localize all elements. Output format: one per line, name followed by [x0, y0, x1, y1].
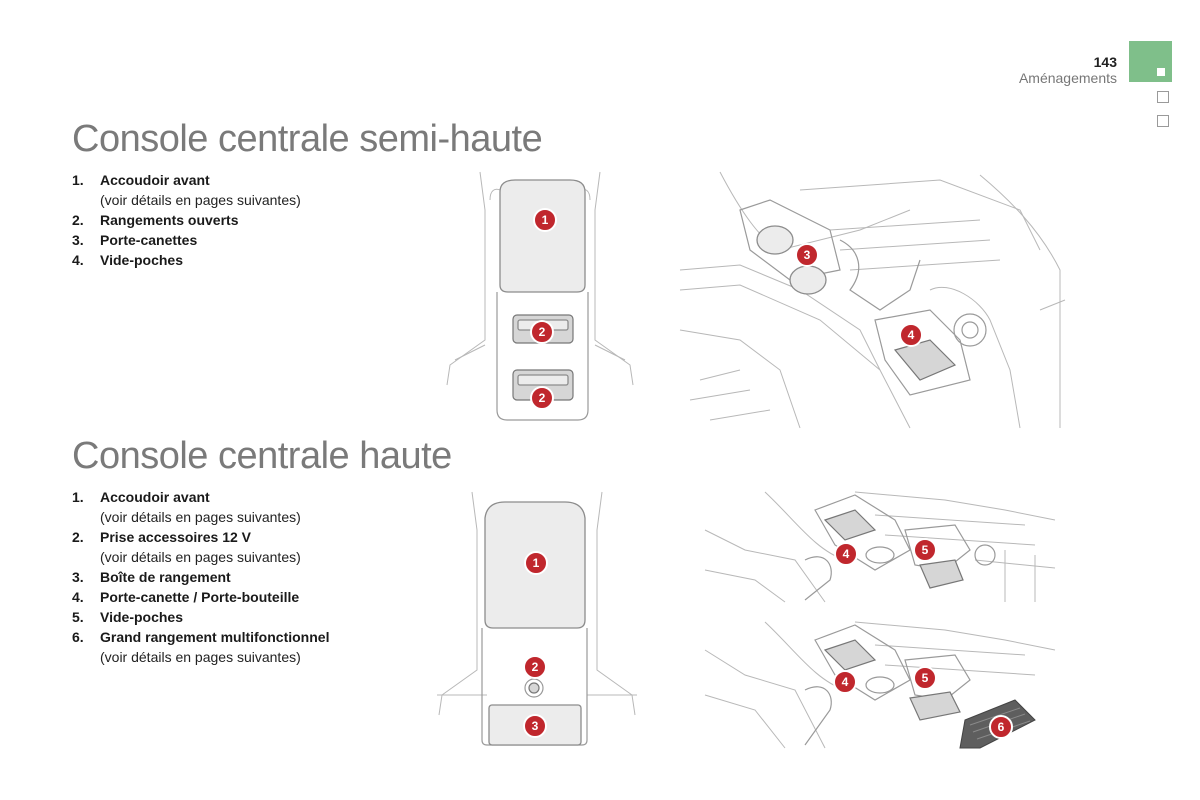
list-item — [72, 170, 301, 210]
svg-text:3: 3 — [531, 719, 539, 733]
item-note: (voir détails en pages suivantes) — [100, 549, 301, 565]
item-note: (voir détails en pages suivantes) — [100, 649, 301, 665]
item-label: Accoudoir avant — [100, 489, 210, 505]
svg-text:3: 3 — [803, 248, 811, 262]
item-number: 5. — [72, 609, 84, 625]
callout-5 — [914, 539, 936, 561]
illustration-console-haute-perspective-1 — [705, 490, 1060, 605]
item-number: 6. — [72, 629, 84, 645]
list-item — [72, 627, 329, 667]
list-item — [72, 210, 301, 230]
svg-text:4: 4 — [842, 547, 850, 561]
svg-text:5: 5 — [921, 543, 929, 557]
item-number: 4. — [72, 589, 84, 605]
item-label: Vide-poches — [100, 609, 183, 625]
item-number: 1. — [72, 489, 84, 505]
list-item — [72, 587, 329, 607]
callout-3 — [524, 715, 546, 737]
svg-text:2: 2 — [538, 325, 546, 339]
item-number: 2. — [72, 529, 84, 545]
item-label: Grand rangement multifonctionnel — [100, 629, 330, 645]
illustration-console-haute-perspective-2 — [705, 620, 1060, 750]
item-label: Prise accessoires 12 V — [100, 529, 252, 545]
svg-text:1: 1 — [532, 556, 540, 570]
illustration-console-semi-haute-perspective — [680, 170, 1065, 430]
item-label: Porte-canette / Porte-bouteille — [100, 589, 300, 605]
item-number: 4. — [72, 252, 84, 268]
svg-text:6: 6 — [997, 720, 1005, 734]
illustration-console-haute-top — [437, 490, 637, 750]
list-item — [72, 527, 329, 567]
svg-text:4: 4 — [907, 328, 915, 342]
list-item — [72, 487, 329, 527]
callout-2 — [531, 321, 553, 343]
callout-3 — [796, 244, 818, 266]
callout-2 — [531, 387, 553, 409]
item-note: (voir détails en pages suivantes) — [100, 192, 301, 208]
svg-text:2: 2 — [531, 660, 539, 674]
svg-text:2: 2 — [538, 391, 546, 405]
callout-4 — [900, 324, 922, 346]
svg-text:4: 4 — [841, 675, 849, 689]
callout-5 — [914, 667, 936, 689]
callout-6 — [990, 716, 1012, 738]
item-list-semi-haute — [72, 170, 301, 270]
section-title-haute: Console centrale haute — [72, 435, 452, 477]
item-number: 3. — [72, 569, 84, 585]
chapter-tab-active — [1129, 41, 1172, 82]
item-note: (voir détails en pages suivantes) — [100, 509, 301, 525]
item-label: Rangements ouverts — [100, 212, 239, 228]
item-list-haute — [72, 487, 329, 667]
list-item — [72, 230, 301, 250]
page-number: 143 — [1093, 54, 1117, 70]
callout-1 — [534, 209, 556, 231]
item-label: Accoudoir avant — [100, 172, 210, 188]
chapter-label: Aménagements — [1018, 70, 1117, 86]
svg-text:1: 1 — [541, 213, 549, 227]
chapter-tab-marker — [1157, 68, 1165, 76]
callout-4 — [834, 671, 856, 693]
item-label: Porte-canettes — [100, 232, 198, 248]
item-number: 2. — [72, 212, 84, 228]
item-number: 1. — [72, 172, 84, 188]
chapter-box-icon — [1157, 91, 1169, 103]
illustration-console-semi-haute-top — [445, 170, 635, 430]
list-item — [72, 250, 301, 270]
callout-2 — [524, 656, 546, 678]
list-item — [72, 567, 329, 587]
section-title-semi-haute: Console centrale semi-haute — [72, 118, 543, 160]
item-number: 3. — [72, 232, 84, 248]
list-item — [72, 607, 329, 627]
item-label: Boîte de rangement — [100, 569, 231, 585]
svg-text:5: 5 — [921, 671, 929, 685]
item-label: Vide-poches — [100, 252, 183, 268]
callout-1 — [525, 552, 547, 574]
callout-4 — [835, 543, 857, 565]
chapter-box-icon — [1157, 115, 1169, 127]
